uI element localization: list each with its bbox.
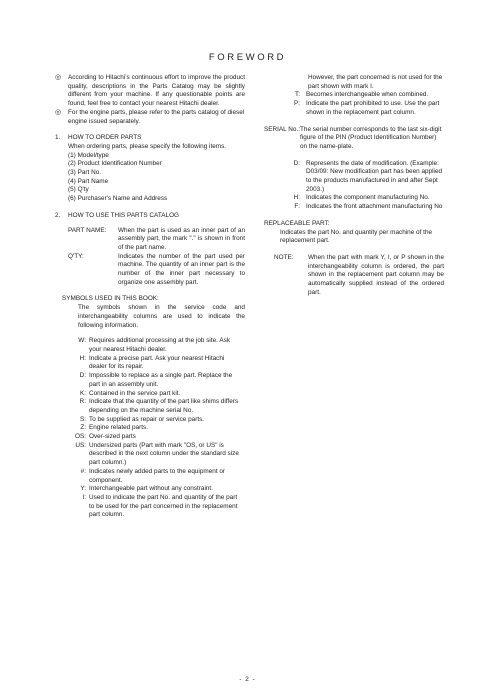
section-number: 1. <box>55 134 61 142</box>
section-how-to-order <box>55 134 245 204</box>
symbol-text: Undersized parts (Part with mark "OS, or US" is described in the next column under the standard size part column.) <box>89 441 239 467</box>
symbol-text: Indicates the front attachment manufacturing No <box>306 203 443 211</box>
bullet-item <box>55 109 245 126</box>
page-title: FOREWORD <box>208 52 287 63</box>
bullet-item <box>55 74 245 109</box>
right-column <box>264 74 444 297</box>
symbol-item <box>68 337 243 354</box>
order-item: (1) Model/type <box>68 151 109 159</box>
definition-part-name <box>68 227 245 253</box>
definition-key: PART NAME: <box>68 226 107 234</box>
order-item: (6) Purchaser's Name and Address <box>68 195 168 203</box>
symbol-text: Contained in the service part kit. <box>89 389 181 397</box>
symbol-item <box>264 160 444 195</box>
symbol-item <box>68 372 243 389</box>
symbol-item <box>68 424 243 433</box>
symbol-key: #: <box>80 467 86 475</box>
left-column <box>55 74 245 520</box>
symbol-item <box>264 91 444 100</box>
definition-text: When the part is used as an inner part of an assembly part, the mark "." is shown in front of the part name. <box>118 226 245 251</box>
symbol-text: Interchangeable part without any constraint. <box>89 485 213 493</box>
circle-bullet-icon: ◎ <box>55 74 62 81</box>
symbol-item <box>68 355 243 372</box>
symbol-key: I: <box>82 493 86 501</box>
continued-text: However, the part concerned is not used for the part shown with mark I. <box>308 74 443 90</box>
symbol-text: Engine related parts. <box>89 424 148 432</box>
symbol-item <box>68 442 243 468</box>
replaceable-heading: REPLACEABLE PART: <box>264 219 330 227</box>
symbol-key: T: <box>295 91 300 99</box>
symbol-item <box>68 390 243 399</box>
symbol-key: H: <box>79 354 86 362</box>
symbol-item <box>68 398 243 415</box>
symbols-intro: The symbols shown in the service code and interchangeability columns are used to indicate the following information. <box>78 304 245 329</box>
symbol-key: F: <box>294 203 300 211</box>
symbol-key: K: <box>79 389 86 397</box>
symbol-text: Becomes interchangeable when combined. <box>306 91 429 99</box>
symbol-item <box>264 194 444 203</box>
symbol-text: Impossible to replace as a single part. Replace the part in an assembly unit. <box>89 372 233 388</box>
symbol-text: Indicates newly added parts to the equipment or component. <box>89 467 226 484</box>
symbol-item <box>68 494 243 520</box>
symbol-key: H: <box>293 194 300 202</box>
order-item: (3) Part No. <box>68 169 102 177</box>
order-item: (4) Part Name <box>68 177 109 185</box>
symbol-text: Over-sized parts <box>89 433 136 441</box>
serial-no-definition <box>264 126 444 152</box>
symbol-item <box>264 203 444 212</box>
symbol-text: Represents the date of modification. (Example: D03/09: New modification part has been applied to the products manufactured in and after Sept 2003.) <box>306 159 443 193</box>
section-number: 2. <box>55 211 61 219</box>
symbol-text: Indicate the part prohibited to use. Use the part shown in the replacement part column. <box>306 100 440 116</box>
symbol-key: R: <box>79 398 86 406</box>
serial-text: The serial number corresponds to the last six-digit figure of the PIN (Product Identification Number) on the name-plate. <box>300 125 442 150</box>
symbol-key: Y: <box>80 485 86 493</box>
symbol-item <box>68 485 243 494</box>
note-key: NOTE: <box>274 253 294 261</box>
symbol-key: US: <box>75 441 86 449</box>
section-intro: When ordering parts, please specify the following items. <box>68 142 227 150</box>
section-heading: HOW TO ORDER PARTS <box>68 134 142 142</box>
symbol-key: S: <box>79 415 86 423</box>
symbol-text: Requires additional processing at the job site. Ask your nearest Hitachi dealer. <box>89 337 231 353</box>
page-number: - 2 - <box>239 676 256 683</box>
symbol-item <box>264 100 444 117</box>
symbol-text: Indicate that the quantity of the part like shims differs depending on the machine serial No. <box>89 398 239 414</box>
bullet-text: According to Hitachi’s continuous effort to improve the product quality, descriptions in the Parts Catalog may be slightly different from your machine. If any questionable points are found, feel free to contact your nearest Hitachi dealer. <box>68 74 245 108</box>
symbol-text: Indicates the component manufacturing No. <box>306 194 430 202</box>
symbol-key: D: <box>293 159 300 167</box>
order-item: (2) Product Identification Number <box>68 160 162 168</box>
symbols-heading: SYMBOLS USED IN THIS BOOK: <box>62 295 159 303</box>
symbol-text: To be supplied as repair or service parts. <box>89 415 205 423</box>
symbol-key: P: <box>293 100 300 108</box>
replaceable-text: Indicates the part No. and quantity per machine of the replacement part. <box>280 228 433 245</box>
symbol-item <box>68 416 243 425</box>
symbol-key: Z: <box>80 424 86 432</box>
order-item: (5) Q'ty <box>68 186 89 194</box>
definition-qty <box>68 253 245 288</box>
bullet-text: For the engine parts, please refer to the parts catalog of diesel engine issued separately. <box>68 108 245 125</box>
section-heading: HOW TO USE THIS PARTS CATALOG <box>68 211 180 219</box>
definition-key: Q'TY: <box>68 252 84 260</box>
note-text: When the part with mark Y, I, or P shown in the interchangeability column is ordered, the part shown in the replacement part column may be automatically supplied instead of the ordered part. <box>308 253 444 296</box>
definition-text: Indicates the number of the part used per machine. The quantity of an inner part is the number of the inner part necessary to organize one assembly part. <box>118 252 245 286</box>
symbol-item <box>68 468 243 485</box>
symbols-list <box>68 337 243 520</box>
symbol-key: W: <box>78 337 86 345</box>
note <box>264 254 444 298</box>
symbol-key: D: <box>79 372 86 380</box>
symbol-key: OS: <box>74 433 86 441</box>
circle-bullet-icon: ◎ <box>55 108 62 116</box>
symbol-text: Indicate a precise part. Ask your nearest Hitachi dealer for its repair. <box>89 354 225 371</box>
section-how-to-use <box>55 212 245 221</box>
symbol-item <box>68 433 243 442</box>
symbol-text: Used to indicate the part No. and quantity of the part to be used for the part concerned in the replacement part column. <box>89 493 238 519</box>
serial-key: SERIAL No.: <box>264 125 300 133</box>
